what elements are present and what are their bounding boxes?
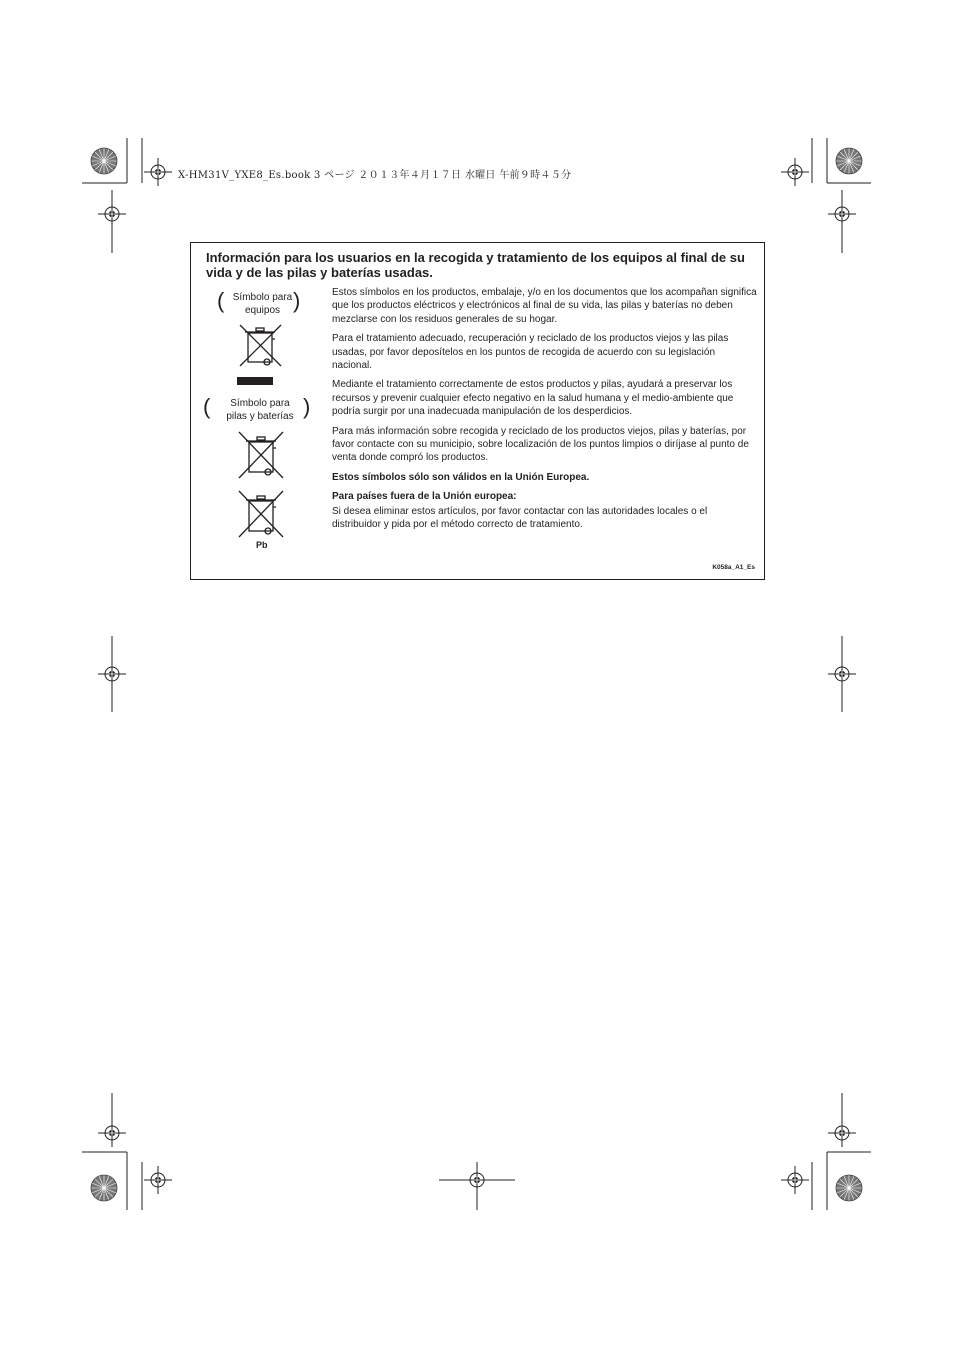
eu-only-note: Estos símbolos sólo son válidos en la Unión Europea. xyxy=(332,471,590,483)
paragraph: Para más información sobre recogida y reciclado de los productos viejos, pilas y baterías, por favor contacte con su municipio, sobre localización de los puntos limpios o diríjase al punto de venta donde compró los productos. xyxy=(332,425,749,464)
notice-title: Información para los usuarios en la recogida y tratamiento de los equipos al final de su vida y de las pilas y baterías usadas. xyxy=(206,250,745,280)
right-paren-icon: ) xyxy=(303,394,311,419)
notice-text-column xyxy=(332,286,757,538)
symbol-equipment-label: Símbolo para equipos xyxy=(232,292,293,316)
crossed-out-wheelie-bin-icon xyxy=(237,323,285,387)
left-paren-icon: ( xyxy=(217,288,225,313)
crossed-out-wheelie-bin-icon xyxy=(237,489,285,539)
right-paren-icon: ) xyxy=(293,288,301,313)
paragraph: Estos símbolos en los productos, embalaje, y/o en los documentos que los acompañan significa que los productos eléctricos y electrónicos al final de su vida, las pilas y baterías no deben mezclarse con los residuos generales de su hogar. xyxy=(332,287,757,325)
paragraph: Para el tratamiento adecuado, recuperación y reciclado de los productos viejos y las pilas usadas, por favor deposítelos en los puntos de recogida de acuerdo con su legislación nacional. xyxy=(332,333,729,372)
crossed-out-wheelie-bin-icon xyxy=(237,430,285,480)
print-header: X-HM31V_YXE8_Es.book 3 ページ ２０１３年４月１７日 水曜日 午前９時４５分 xyxy=(178,170,572,181)
paragraph: Mediante el tratamiento correctamente de estos productos y pilas, ayudará a preservar los recursos y prevenir cualquier efecto negativo en la salud humana y el medio-ambiente que podría surgir por una inadecuada manipulación de los desperdicios. xyxy=(332,379,734,418)
non-eu-heading: Para países fuera de la Unión europea: xyxy=(332,491,517,503)
non-eu-text: Si desea eliminar estos artículos, por favor contactar con las autoridades locales o el distribuidor y pida por el método correcto de tratamiento. xyxy=(332,505,708,531)
left-paren-icon: ( xyxy=(203,394,211,419)
document-code: K058a_A1_Es xyxy=(712,564,755,571)
weee-notice-box xyxy=(190,242,765,580)
symbol-batteries-label: Símbolo para pilas y baterías xyxy=(226,398,294,422)
pb-label: Pb xyxy=(256,540,268,550)
